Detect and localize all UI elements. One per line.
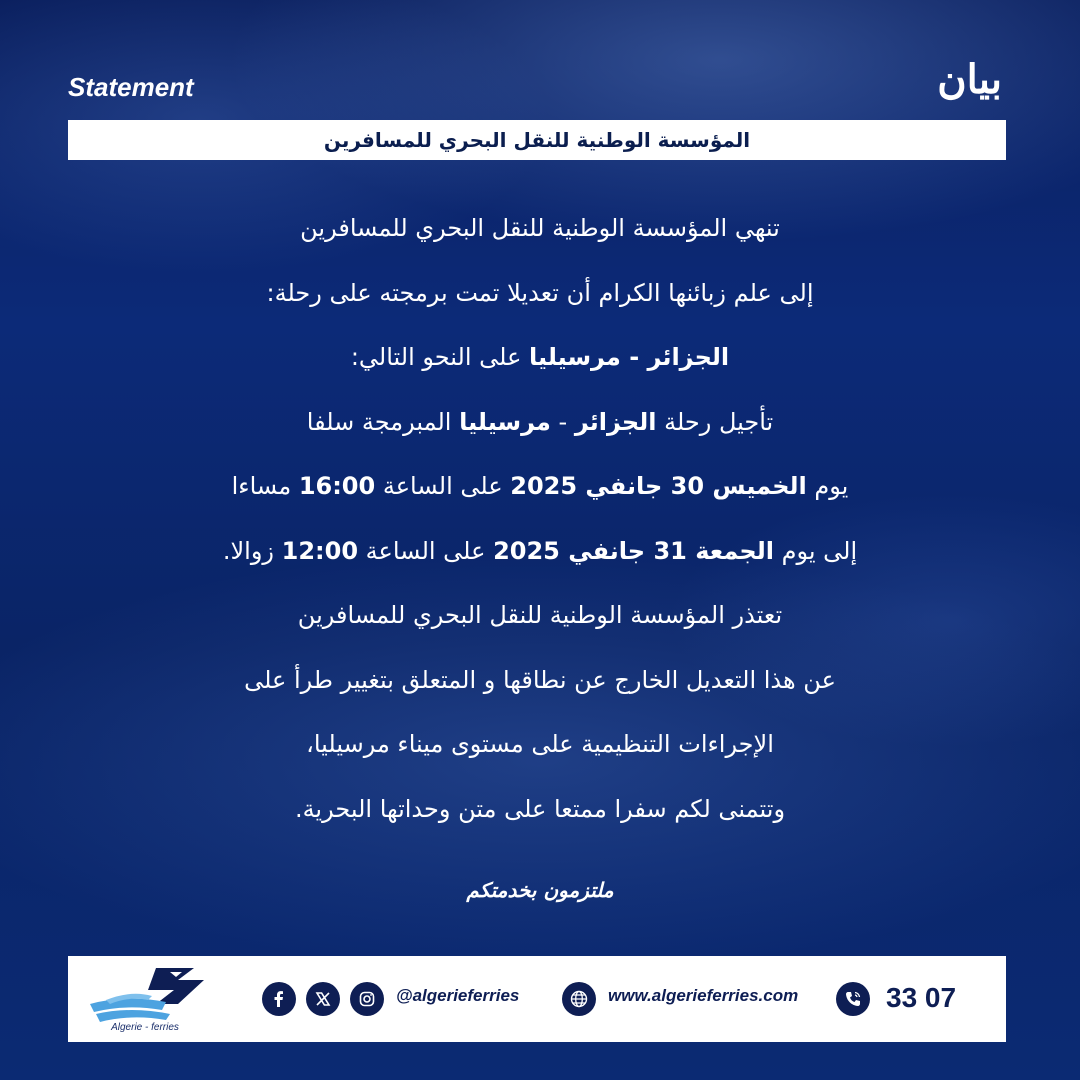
logo-caption: Algerie - ferries xyxy=(111,1022,179,1033)
body-line-5-mid: على الساعة xyxy=(375,472,511,500)
body-line-4-rest: المبرمجة سلفا xyxy=(306,407,460,436)
route-separator: - xyxy=(550,407,575,436)
signature: ملتزمون بخدمتكم xyxy=(466,878,614,902)
statement-body xyxy=(120,196,960,841)
statement-label-ar: بيان xyxy=(937,56,1002,103)
body-line-8: عن هذا التعديل الخارج عن نطاقها و المتعلق بتغيير طرأ على xyxy=(244,665,836,694)
facebook-icon[interactable] xyxy=(262,982,296,1016)
body-line-10: وتتمنى لكم سفرا ممتعا على متن وحداتها البحرية. xyxy=(294,794,786,823)
destination-city: مرسيليا xyxy=(459,407,551,436)
original-time: 16:00 xyxy=(298,472,376,500)
route-text: الجزائر - مرسيليا xyxy=(529,343,730,371)
new-time: 12:00 xyxy=(281,536,359,565)
body-line-2: إلى علم زبائنها الكرام أن تعديلا تمت برمجته على رحلة: xyxy=(266,278,814,307)
origin-city: الجزائر xyxy=(574,407,657,436)
globe-icon[interactable] xyxy=(562,982,596,1016)
social-handle[interactable]: @algerieferries xyxy=(396,986,520,1005)
body-line-4-prefix: تأجيل رحلة xyxy=(656,407,774,436)
body-line-3-rest: على النحو التالي: xyxy=(350,343,530,371)
body-line-6-mid: على الساعة xyxy=(358,536,494,565)
phone-icon[interactable] xyxy=(836,982,870,1016)
instagram-icon[interactable] xyxy=(350,982,384,1016)
body-line-5-prefix: يوم xyxy=(806,472,849,500)
original-date: الخميس 30 جانفي 2025 xyxy=(510,472,807,500)
phone-number[interactable]: 33 07 xyxy=(886,982,957,1013)
body-line-1: تنهي المؤسسة الوطنية للنقل البحري للمسافرين xyxy=(300,214,780,242)
footer-bar xyxy=(68,956,1006,1042)
body-line-6-rest: زوالا. xyxy=(222,536,282,565)
body-line-4 xyxy=(120,390,960,455)
body-line-7: تعتذر المؤسسة الوطنية للنقل البحري للمسافرين xyxy=(297,601,783,629)
new-date: الجمعة 31 جانفي 2025 xyxy=(493,536,774,565)
title-bar xyxy=(68,120,1006,160)
body-line-5 xyxy=(120,454,960,519)
company-name: المؤسسة الوطنية للنقل البحري للمسافرين xyxy=(323,128,751,152)
body-line-6-prefix: إلى يوم xyxy=(773,536,858,565)
body-line-5-rest: مساءا xyxy=(231,472,299,500)
body-line-3 xyxy=(120,325,960,390)
body-line-6 xyxy=(120,519,960,584)
statement-label-en: Statement xyxy=(68,72,194,102)
x-icon[interactable] xyxy=(306,982,340,1016)
website-link[interactable]: www.algerieferries.com xyxy=(608,986,799,1005)
body-line-9: الإجراءات التنظيمية على مستوى ميناء مرسيليا، xyxy=(306,730,774,758)
